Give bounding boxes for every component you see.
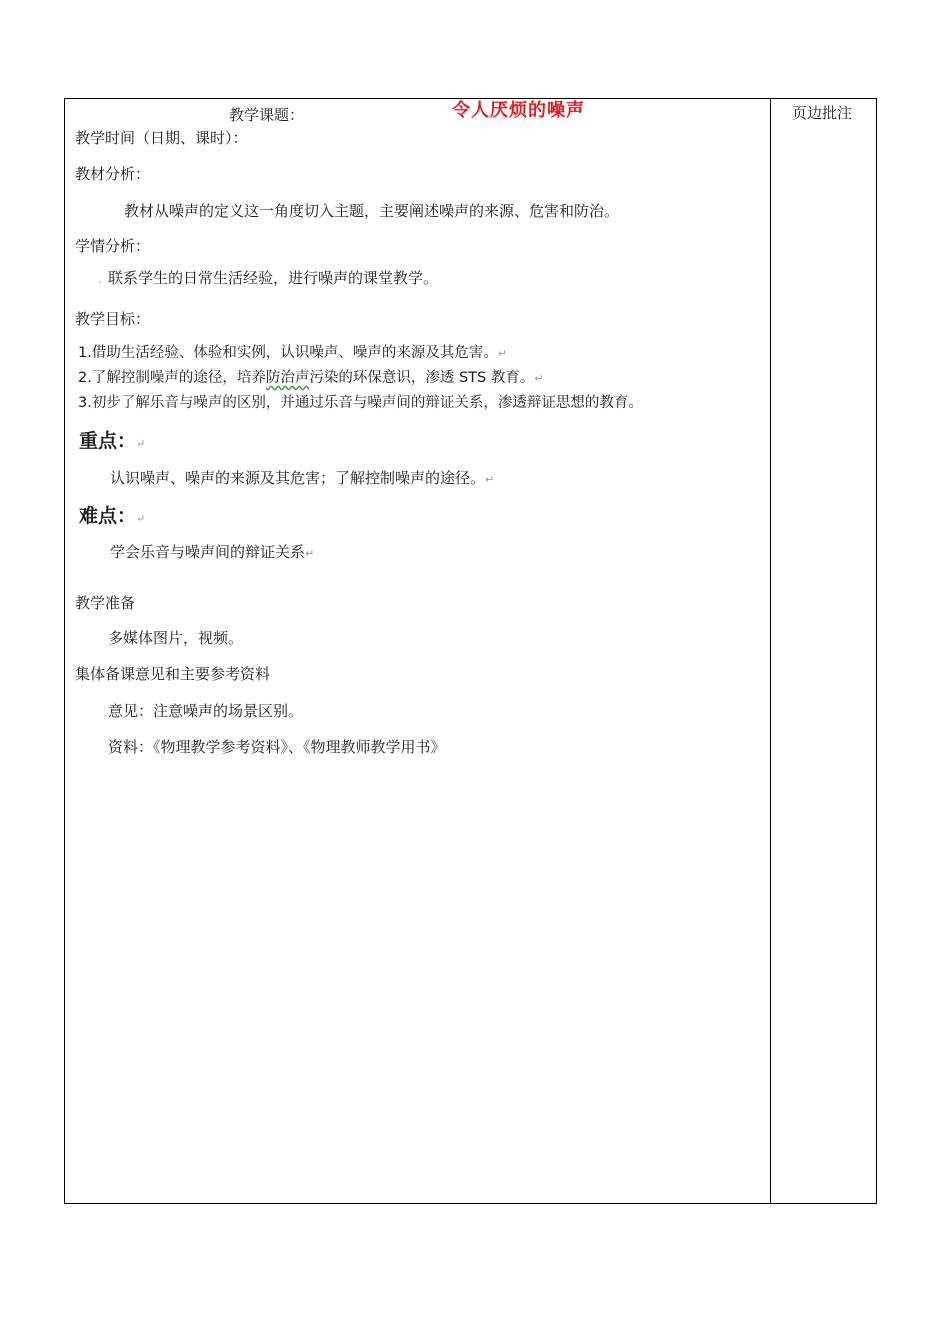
difficulty-text: 学会乐音与噪声间的辩证关系 [110, 543, 306, 561]
lesson-plan-table [64, 98, 877, 1204]
key-point-text: 认识噪声、噪声的来源及其危害；了解控制噪声的途径。 [110, 469, 486, 487]
margin-notes-label: 页边批注 [792, 104, 853, 122]
topic-label: 教学课题： [229, 106, 305, 124]
difficulty-label: 难点： [79, 505, 137, 527]
collective-prep-label: 集体备课意见和主要参考资料 [75, 665, 271, 683]
teaching-time-label: 教学时间（日期、课时）： [75, 129, 248, 147]
student-analysis-label: 学情分析： [75, 237, 151, 255]
teaching-goals-label: 教学目标： [75, 310, 151, 328]
material-analysis-text: 教材从噪声的定义这一角度切入主题，主要阐述噪声的来源、危害和防治。 [124, 202, 620, 220]
topic-title: 令人厌烦的噪声 [452, 100, 585, 121]
difficulty-row [110, 543, 314, 563]
goal-item [78, 369, 544, 388]
goal-item [78, 394, 643, 412]
paragraph-mark: ↵ [136, 512, 146, 525]
format-dot: . [98, 272, 102, 286]
goal-2-text: 2.了解控制噪声的途径，培养 [78, 370, 266, 386]
paragraph-mark: ↵ [534, 372, 544, 385]
student-analysis-text: 联系学生的日常生活经验，进行噪声的课堂教学。 [108, 269, 439, 287]
key-point-row [110, 469, 494, 489]
material-analysis-label: 教材分析： [75, 165, 151, 183]
opinion-text: 意见：注意噪声的场景区别。 [108, 702, 304, 720]
goal-3-text: 3.初步了解乐音与噪声的区别，并通过乐音与噪声间的辩证关系，渗透辩证思想的教育。 [78, 395, 643, 411]
preparation-label: 教学准备 [75, 594, 136, 612]
goal-2-underlined-text: 防治声 [265, 370, 310, 386]
key-point-label: 重点： [79, 430, 137, 452]
paragraph-mark: ↵ [497, 347, 508, 360]
preparation-text: 多媒体图片，视频。 [108, 629, 244, 647]
paragraph-mark: ↵ [485, 473, 495, 486]
goal-2-text-end: 污染的环保意识，渗透 STS 教育。 [309, 370, 535, 386]
paragraph-mark: ↵ [136, 437, 146, 450]
goal-1-text: 1.借助生活经验、体验和实例，认识噪声、噪声的来源及其危害。 [78, 345, 498, 361]
key-point-heading [79, 430, 145, 453]
margin-column-divider [770, 98, 771, 1204]
paragraph-mark: ↵ [305, 547, 315, 560]
difficulty-heading [79, 505, 145, 528]
goal-item [78, 344, 507, 363]
reference-text: 资料：《物理教学参考资料》、《物理教师教学用书》 [108, 738, 446, 756]
